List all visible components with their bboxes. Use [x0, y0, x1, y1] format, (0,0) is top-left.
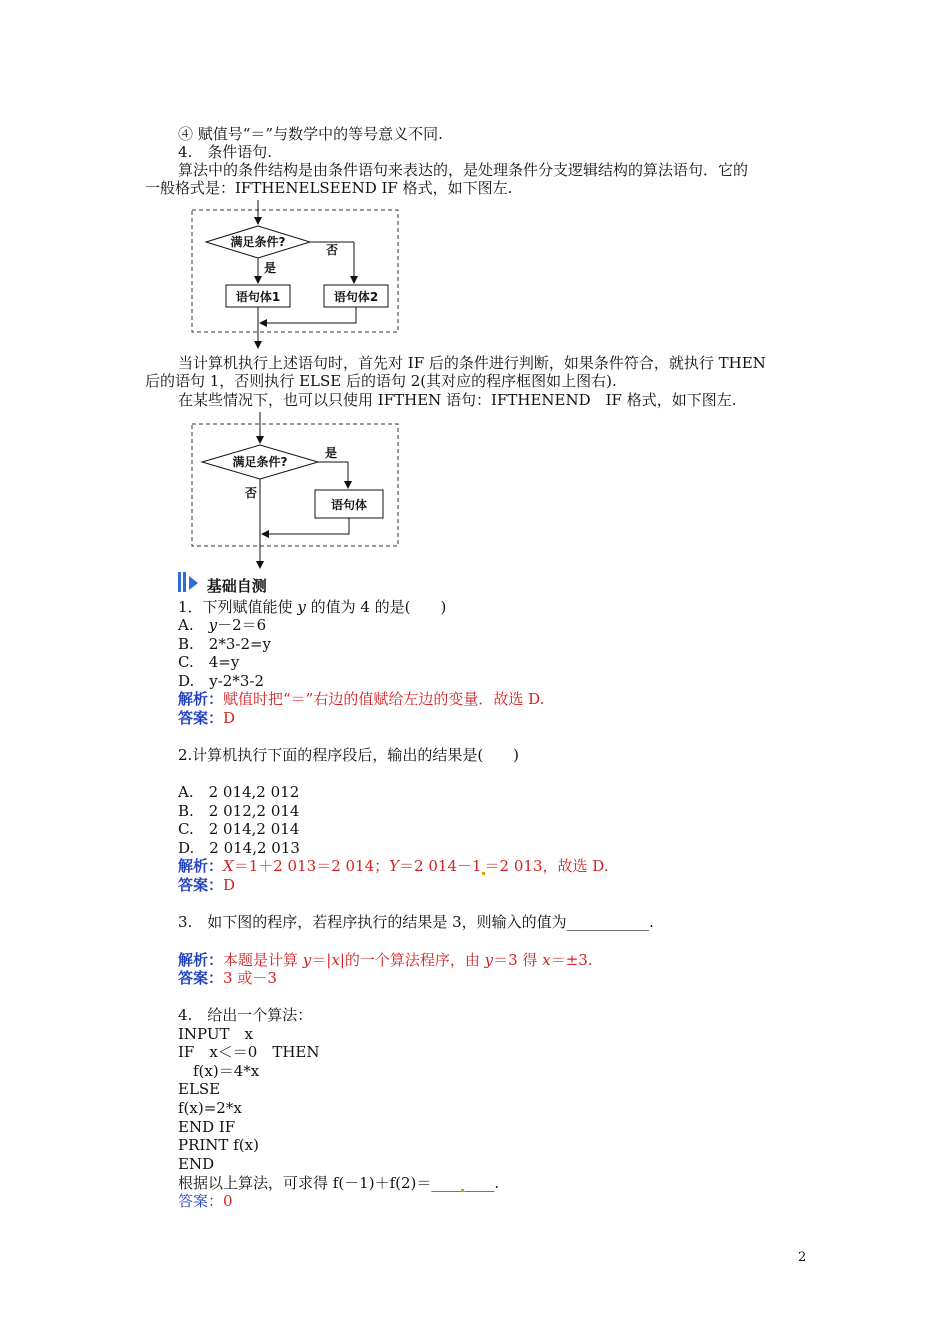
if-then-flowchart: [188, 412, 404, 570]
code-line: INPUT x: [178, 1025, 253, 1043]
q3-answer: 答案：3 或－3: [178, 969, 277, 987]
no-label: 否: [245, 486, 258, 500]
q2-option-d: D. 2 014,2 013: [178, 839, 300, 857]
dashed-frame: [192, 424, 398, 546]
q3-analysis: 解析：本题是计算 y＝|x|的一个算法程序，由 y＝3 得 x＝±3.: [178, 951, 593, 969]
q2-option-a: A. 2 014,2 012: [178, 783, 300, 801]
no-label: 否: [326, 243, 339, 257]
section-4-title: 4. 条件语句.: [178, 143, 273, 161]
q1-analysis: 解析：赋值时把“＝”右边的值赋给左边的变量．故选 D.: [178, 690, 545, 708]
condition-label: 满足条件?: [230, 235, 286, 249]
question-4-stem: 4. 给出一个算法：: [178, 1006, 313, 1024]
flow-arrow: [262, 518, 349, 534]
code-line: END: [178, 1155, 215, 1173]
q1-option-c: C. 4=y: [178, 653, 240, 671]
code-line: END IF: [178, 1118, 236, 1136]
q1-answer: 答案：D: [178, 709, 236, 727]
section-title: 基础自测: [206, 577, 267, 595]
q1-option-a: A. y－2＝6: [178, 616, 267, 634]
q1-option-d: D. y-2*3-2: [178, 672, 265, 690]
question-3-stem: 3. 如下图的程序，若程序执行的结果是 3，则输入的值为___________.: [178, 913, 654, 931]
if-then-else-flowchart: [188, 200, 404, 350]
q2-answer: 答案：D: [178, 876, 236, 894]
q4-conclusion: 根据以上算法，可求得 f(－1)＋f(2)＝____ ____.: [178, 1174, 500, 1192]
paragraph-line: 在某些情况下，也可以只使用 IFTHEN 语句：IFTHENEND IF 格式，如下图左.: [178, 391, 737, 409]
q4-answer: 答案：0: [178, 1192, 233, 1210]
code-line: PRINT f(x): [178, 1136, 259, 1154]
paragraph-line: 算法中的条件结构是由条件语句来表达的，是处理条件分支逻辑结构的算法语句．它的: [178, 161, 749, 179]
code-line: ELSE: [178, 1080, 221, 1098]
flow-arrow: [260, 307, 356, 323]
section-heading: [178, 572, 267, 595]
statement-label: 语句体: [330, 498, 368, 512]
paragraph-line: 一般格式是：IFTHENELSEEND IF 格式，如下图左.: [145, 179, 513, 197]
q2-option-b: B. 2 012,2 014: [178, 802, 300, 820]
condition-label: 满足条件?: [232, 455, 288, 469]
paragraph-line: 后的语句 1，否则执行 ELSE 后的语句 2(其对应的程序框图如上图右).: [145, 372, 617, 390]
yes-label: 是: [264, 261, 277, 275]
q2-option-c: C. 2 014,2 014: [178, 820, 300, 838]
section-bars-icon: [178, 572, 202, 592]
statement-2-label: 语句体2: [333, 290, 379, 304]
question-2-stem: 2.计算机执行下面的程序段后，输出的结果是( ): [178, 746, 520, 764]
page-number: 2: [798, 1250, 807, 1265]
code-line: f(x)=2*x: [178, 1099, 242, 1117]
code-line: f(x)＝4*x: [178, 1062, 260, 1080]
statement-1-label: 语句体1: [235, 290, 281, 304]
q1-option-b: B. 2*3-2=y: [178, 635, 272, 653]
item-4-note: ④ 赋值号“＝”与数学中的等号意义不同.: [178, 125, 443, 143]
yes-label: 是: [325, 446, 338, 460]
dashed-frame: [192, 210, 398, 332]
question-1-stem: 1．下列赋值能使 y 的值为 4 的是( ): [178, 598, 447, 616]
code-line: IF x＜＝0 THEN: [178, 1043, 320, 1061]
paragraph-line: 当计算机执行上述语句时，首先对 IF 后的条件进行判断，如果条件符合，就执行 THEN: [178, 354, 766, 372]
q2-analysis: 解析：X＝1＋2 013＝2 014；Y＝2 014－1 ＝2 013，故选 D.: [178, 857, 609, 875]
